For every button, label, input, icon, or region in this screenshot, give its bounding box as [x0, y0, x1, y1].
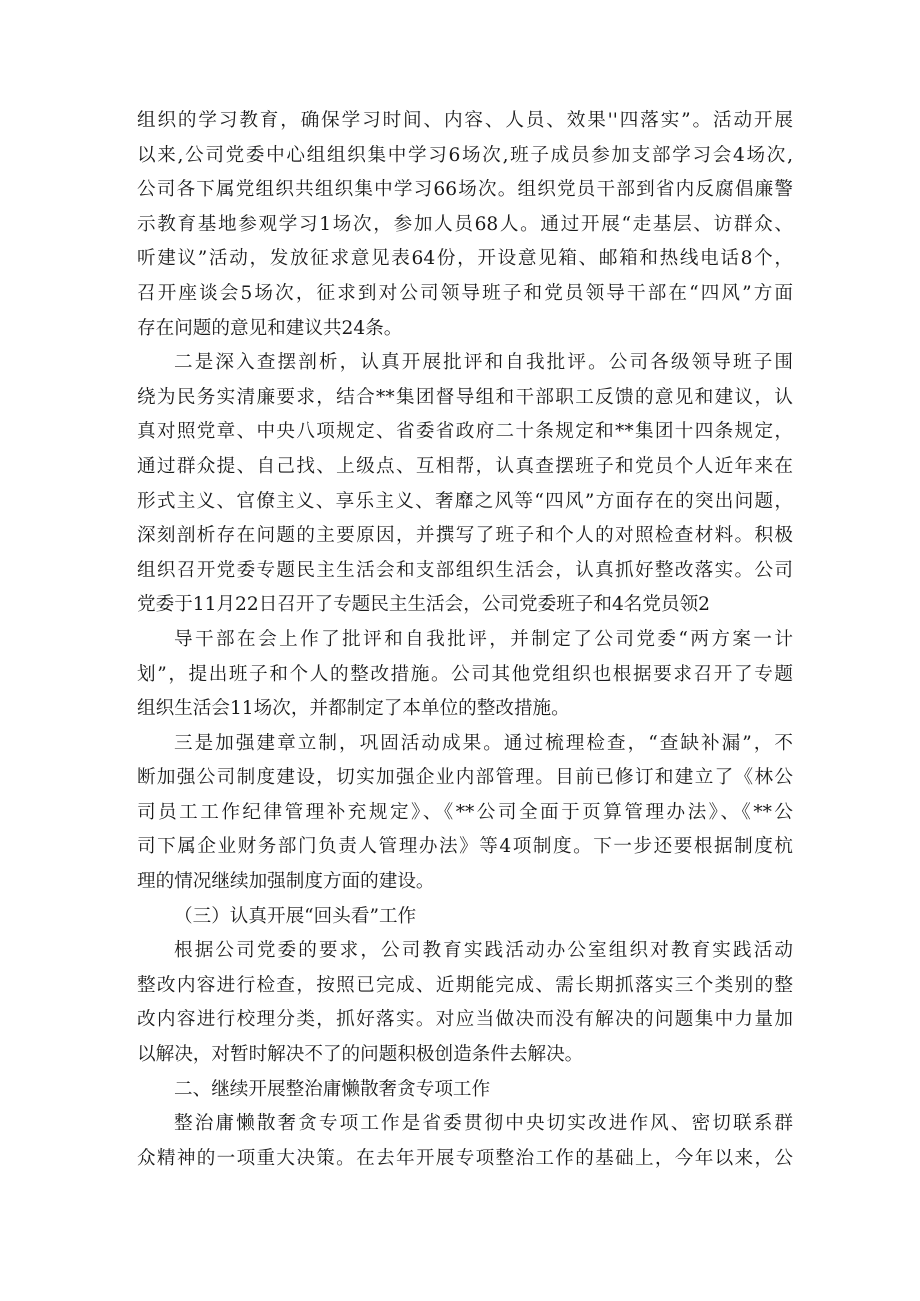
paragraph-line: 召开座谈会5场次，征求到对公司领导班子和党员领导干部在“四风”方面	[137, 282, 793, 304]
paragraph-line: 党委于11月22日召开了专题民主生活会，公司党委班子和4名党员领2	[137, 594, 711, 616]
paragraph-line: 众精神的一项重大决策。在去年开展专项整治工作的基础上，今年以来，公	[137, 1147, 793, 1169]
paragraph-line: 真对照党章、中央八项规定、省委省政府二十条规定和**集团十四条规定，	[137, 421, 793, 443]
paragraph-line: 以来,公司党委中心组组织集中学习6场次,班子成员参加支部学习会4场次,	[137, 144, 793, 166]
paragraph-line: 三是加强建章立制，巩固活动成果。通过梳理检查，“查缺补漏”，不	[174, 732, 793, 754]
paragraph-line: 划”，提出班子和个人的整改措施。公司其他党组织也根据要求召开了专题	[137, 663, 793, 685]
paragraph-line: 断加强公司制度建设，切实加强企业内部管理。目前已修订和建立了《林公	[137, 767, 793, 789]
paragraph-line: 示教育基地参观学习1场次，参加人员68人。通过开展“走基层、访群众、	[137, 213, 793, 235]
paragraph-line: 绕为民务实清廉要求，结合**集团督导组和干部职工反馈的意见和建议，认	[137, 386, 793, 408]
paragraph-line: 深刻剖析存在问题的主要原因，并撰写了班子和个人的对照检查材料。积极	[137, 525, 793, 547]
paragraph-line: 二是深入查摆剖析，认真开展批评和自我批评。公司各级领导班子围	[174, 352, 793, 374]
paragraph-line: 司下属企业财务部门负责人管理办法》等4项制度。下一步还要根据制度杭	[137, 836, 793, 858]
paragraph-line: 整治庸懒散奢贪专项工作是省委贯彻中央切实改进作风、密切联系群	[174, 1113, 793, 1135]
paragraph-line: 公司各下属党组织共组织集中学习66场次。组织党员干部到省内反腐倡廉警	[137, 179, 793, 201]
paragraph-line: 组织召开党委专题民主生活会和支部组织生活会，认真抓好整改落实。公司	[137, 559, 793, 581]
paragraph-line: 根据公司党委的要求，公司教育实践活动办公室组织对教育实践活动	[174, 940, 793, 962]
document-page	[137, 104, 793, 1176]
section-heading: 二、继续开展整治庸懒散奢贪专项工作	[174, 1078, 491, 1100]
paragraph-line: 组织生活会11场次，并都制定了本单位的整改措施。	[137, 698, 570, 720]
paragraph-line: 形式主义、官僚主义、享乐主义、奢靡之风等“四风”方面存在的突出问题，	[137, 490, 793, 512]
paragraph-line: 通过群众提、自己找、上级点、互相帮，认真查摆班子和党员个人近年来在	[137, 455, 793, 477]
paragraph-line: 导干部在会上作了批评和自我批评，并制定了公司党委“两方案一计	[174, 628, 793, 650]
paragraph-line: 存在问题的意见和建议共24条。	[137, 317, 403, 339]
paragraph-line: 组织的学习教育，确保学习时间、内容、人员、效果''四落实”。活动开展	[137, 110, 793, 131]
paragraph-line: 以解决，对暂时解决不了的问题积极创造条件去解决。	[137, 1044, 584, 1066]
section-heading: （三）认真开展“回头看”工作	[174, 905, 417, 927]
paragraph-line: 整改内容进行检查，按照已完成、近期能完成、需长期抓落实三个类别的整	[137, 974, 793, 996]
paragraph-line: 改内容进行校理分类，抓好落实。对应当做决而没有解决的问题集中力量加	[137, 1009, 793, 1031]
paragraph-line: 听建议”活动，发放征求意见表64份，开设意见箱、邮箱和热线电话8个，	[137, 248, 793, 270]
paragraph-line: 理的情况继续加强制度方面的建设。	[137, 871, 435, 893]
paragraph-line: 司员工工作纪律管理补充规定》、《**公司全面于页算管理办法》、《**公	[137, 801, 793, 823]
